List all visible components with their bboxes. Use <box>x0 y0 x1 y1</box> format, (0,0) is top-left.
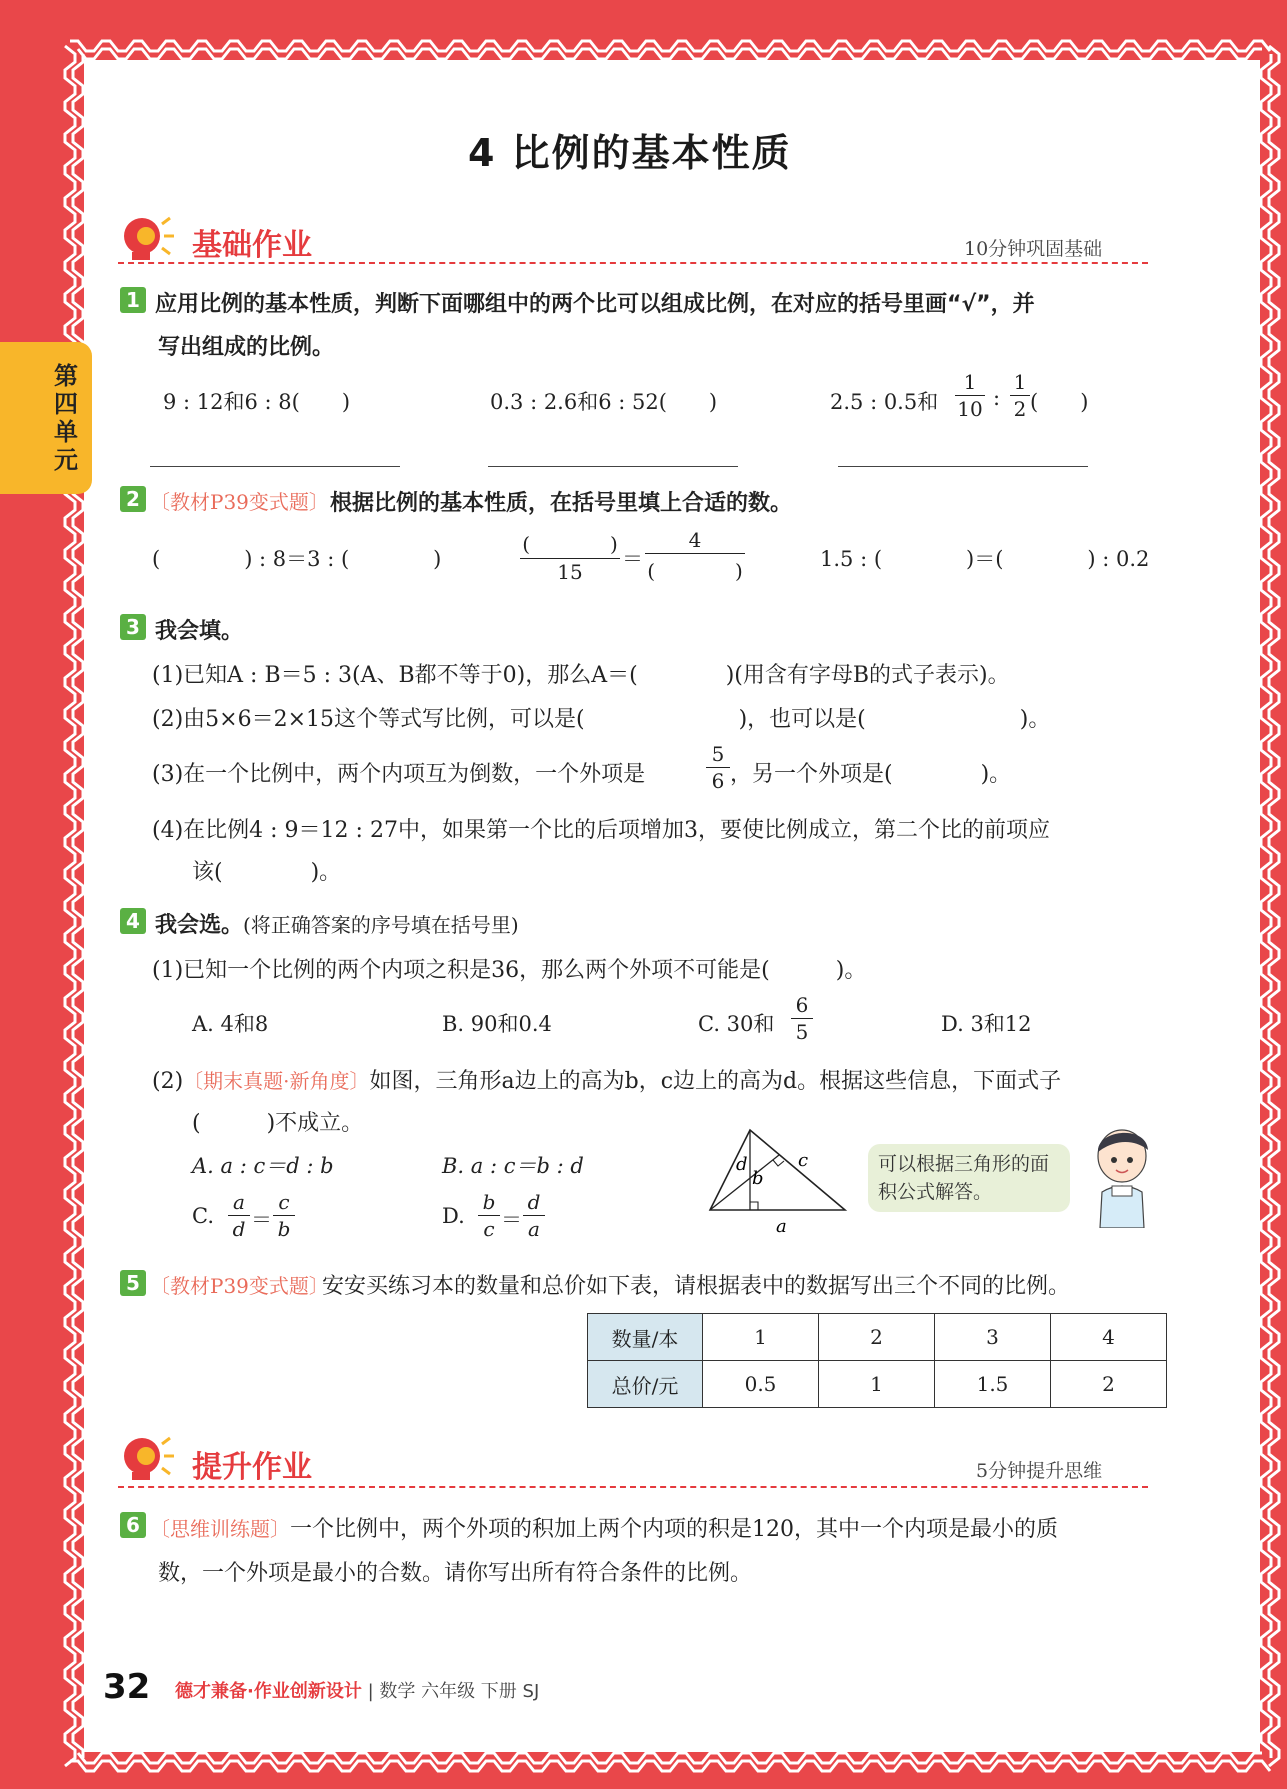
q2-option-a: ( ) : 8＝3 : ( ) <box>152 547 442 571</box>
page-title: 4 比例的基本性质 <box>468 131 792 175</box>
q1-fraction-1-2 <box>1010 370 1030 421</box>
q4-sub1-option-d: D. 3和12 <box>941 1012 1032 1036</box>
q4-sub2-option-a: A. a : c＝d : b <box>192 1154 334 1178</box>
q4-d-d2: a <box>528 1217 540 1241</box>
q5-text: 安安买练习本的数量和总价如下表，请根据表中的数据写出三个不同的比例。 <box>322 1274 1071 1299</box>
footer-text <box>175 1677 539 1703</box>
advanced-section-note: 5分钟提升思维 <box>976 1460 1103 1482</box>
q6-tag: 〔思维训练题〕 <box>150 1517 290 1541</box>
table-cell: 4 <box>1051 1314 1167 1361</box>
q2-left-den: 15 <box>557 560 583 584</box>
q2-tag-text: 〔教材P39变式题〕 <box>150 490 329 514</box>
triangle-label-b: b <box>752 1168 764 1189</box>
q3-sub1: (1)已知A : B＝5 : 3(A、B都不等于0)，那么A＝( )(用含有字母B的式子表示)。 <box>152 663 1010 688</box>
q4-c-n2: c <box>278 1190 290 1214</box>
q1-option-a: 9 : 12和6 : 8( ) <box>163 390 351 414</box>
footer-info: | 数学 六年级 下册 SJ <box>367 1681 540 1702</box>
q1-answer-line-c[interactable] <box>838 466 1088 467</box>
q4-sub2-text: 如图，三角形a边上的高为b，c边上的高为d。根据这些信息，下面式子 <box>369 1069 1062 1094</box>
q3-sub3-suffix: ，另一个外项是( )。 <box>730 762 1012 787</box>
triangle-label-a: a <box>776 1216 787 1234</box>
basic-section-title: 基础作业 <box>192 228 312 263</box>
table-header-cell: 数量/本 <box>588 1314 703 1361</box>
q4-sub2-option-d-label: D. <box>442 1204 465 1228</box>
q5-data-table <box>587 1313 1167 1408</box>
advanced-section-line <box>118 1486 1148 1488</box>
q4-title-note: (将正确答案的序号填在括号里) <box>243 913 519 937</box>
table-header-cell: 总价/元 <box>588 1361 703 1408</box>
q4-sub1-option-c: C. 30和 <box>698 1012 775 1036</box>
q4-option-d-frac-b-c <box>478 1190 500 1241</box>
q1-option-b: 0.3 : 2.6和6 : 52( ) <box>490 390 718 414</box>
q3-sub3-prefix: (3)在一个比例中，两个内项互为倒数，一个外项是 <box>152 762 646 787</box>
q1-frac1-den: 10 <box>957 397 983 421</box>
q5-tag: 〔教材P39变式题〕 <box>150 1274 329 1298</box>
q4-option-d-equals: ＝ <box>501 1208 522 1232</box>
q4-d-d1: c <box>483 1217 495 1241</box>
q4-title: 我会选。 <box>155 913 244 938</box>
table-cell: 1 <box>819 1361 935 1408</box>
q3-sub4-line2: 该( )。 <box>192 860 342 885</box>
q4-sub2-line2: ( )不成立。 <box>192 1111 364 1136</box>
q3-frac-den: 6 <box>711 769 725 793</box>
boy-avatar-icon <box>1086 1122 1158 1228</box>
q4-d-n2: d <box>527 1190 541 1214</box>
q6-number: 6 <box>120 1512 146 1538</box>
q1-colon: : <box>993 386 1001 410</box>
q2-right-num: 4 <box>688 528 702 552</box>
q2-tag <box>150 486 329 515</box>
q1-frac2-num: 1 <box>1013 370 1027 394</box>
q1-frac1-num: 1 <box>963 370 977 394</box>
q3-sub4-line1: (4)在比例4 : 9＝12 : 27中，如果第一个比的后项增加3，要使比例成立，第二个比的前项应 <box>152 818 1050 843</box>
unit-tab <box>0 342 92 494</box>
q2-equals: ＝ <box>622 547 643 571</box>
q1-text-line2: 写出组成的比例。 <box>158 335 335 360</box>
triangle-label-c: c <box>798 1150 809 1171</box>
basic-section-line <box>118 262 1148 264</box>
q4-title-row <box>155 908 519 939</box>
q4-option-c-frac-a-d <box>228 1190 250 1241</box>
q3-number: 3 <box>120 614 146 640</box>
q4-sub1-option-a: A. 4和8 <box>192 1012 269 1036</box>
q2-right-den: ( ) <box>647 559 743 583</box>
q3-frac-num: 5 <box>711 742 725 766</box>
q1-answer-line-a[interactable] <box>150 466 400 467</box>
basic-section-note: 10分钟巩固基础 <box>964 238 1103 260</box>
q4-c-n1: a <box>233 1190 245 1214</box>
hint-bubble-text: 可以根据三角形的面积公式解答。 <box>878 1153 1050 1203</box>
q6-text1: 一个比例中，两个外项的积加上两个内项的积是120，其中一个内项是最小的质 <box>290 1517 1058 1542</box>
q6-line1 <box>150 1512 1058 1543</box>
table-cell: 3 <box>935 1314 1051 1361</box>
unit-tab-label: 第四单元 <box>54 362 78 474</box>
q4-frac-num: 6 <box>795 993 809 1017</box>
lamp-icon <box>118 212 178 264</box>
footer-brand: 德才兼备·作业创新设计 <box>175 1681 362 1702</box>
q2-text: 根据比例的基本性质，在括号里填上合适的数。 <box>330 491 793 516</box>
q4-sub1-option-b: B. 90和0.4 <box>442 1012 552 1036</box>
advanced-section-title: 提升作业 <box>192 1450 312 1485</box>
table-cell: 2 <box>1051 1361 1167 1408</box>
q4-fraction-6-5 <box>791 993 813 1044</box>
q4-c-d1: d <box>232 1217 246 1241</box>
q4-number: 4 <box>120 908 146 934</box>
q2-option-c: 1.5 : ( )＝( ) : 0.2 <box>820 547 1150 571</box>
hint-bubble <box>868 1144 1070 1212</box>
q4-sub2-line1 <box>152 1064 1061 1095</box>
q5-tag-wrap <box>150 1270 329 1299</box>
table-row <box>588 1361 1167 1408</box>
q1-option-c-prefix: 2.5 : 0.5和 <box>830 390 939 414</box>
lamp-icon <box>118 1432 178 1484</box>
q3-sub2: (2)由5×6＝2×15这个等式写比例，可以是( )，也可以是( )。 <box>152 707 1051 732</box>
table-row <box>588 1314 1167 1361</box>
table-cell: 2 <box>819 1314 935 1361</box>
page-number: 32 <box>103 1667 151 1707</box>
q4-sub1: (1)已知一个比例的两个内项之积是36，那么两个外项不可能是( )。 <box>152 958 867 983</box>
q3-title: 我会填。 <box>155 619 244 644</box>
q6-line2: 数，一个外项是最小的合数。请你写出所有符合条件的比例。 <box>158 1561 753 1586</box>
q2-left-num: ( ) <box>522 532 618 556</box>
q1-frac2-den: 2 <box>1013 397 1027 421</box>
q4-frac-den: 5 <box>795 1020 809 1044</box>
q5-number: 5 <box>120 1270 146 1296</box>
table-cell: 1 <box>703 1314 819 1361</box>
q4-option-d-frac-d-a <box>523 1190 545 1241</box>
table-cell: 0.5 <box>703 1361 819 1408</box>
q4-option-c-frac-c-b <box>273 1190 295 1241</box>
q2-right-fraction <box>645 528 745 584</box>
q4-sub2-tag: 〔期末真题·新角度〕 <box>183 1069 370 1093</box>
q3-fraction-5-6 <box>706 742 730 793</box>
q1-answer-line-b[interactable] <box>488 466 738 467</box>
triangle-label-d: d <box>736 1154 748 1175</box>
q4-c-d2: b <box>277 1217 291 1241</box>
q4-sub2-option-c-label: C. <box>192 1204 214 1228</box>
triangle-figure <box>700 1122 860 1234</box>
q4-sub2-num: (2) <box>152 1069 184 1094</box>
q1-fraction-1-10 <box>955 370 985 421</box>
q4-d-n1: b <box>482 1190 496 1214</box>
table-cell: 1.5 <box>935 1361 1051 1408</box>
q4-sub2-option-b: B. a : c＝b : d <box>442 1154 584 1178</box>
q2-left-fraction <box>520 528 620 584</box>
q2-number: 2 <box>120 486 146 512</box>
q4-option-c-equals: ＝ <box>251 1208 272 1232</box>
q1-option-c-bracket: ( ) <box>1030 390 1089 414</box>
q1-number: 1 <box>120 287 146 313</box>
q1-text-line1: 应用比例的基本性质，判断下面哪组中的两个比可以组成比例，在对应的括号里画“√”，并 <box>155 292 1035 317</box>
